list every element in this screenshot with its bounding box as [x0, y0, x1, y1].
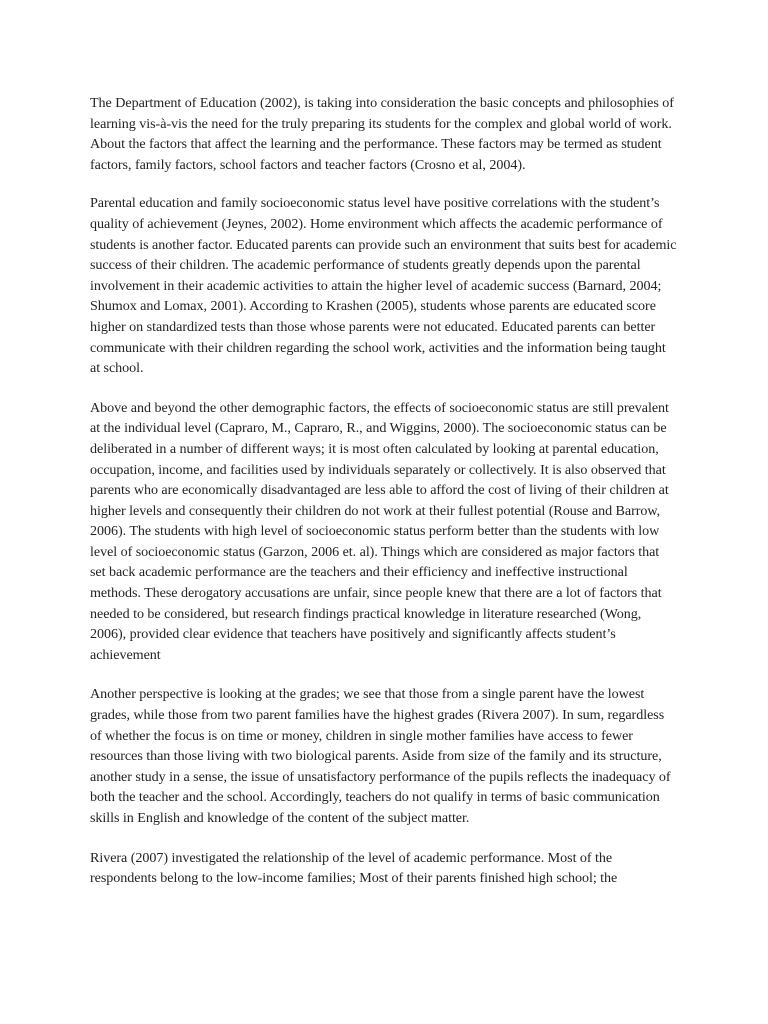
paragraph-socioeconomic-status: Above and beyond the other demographic factors, the effects of socioeconomic status are still prevalent at the individual level (Capraro, M., Capraro, R., and Wiggins, 2000). The socioeconomic status can be deliberated in a number of different ways; it is most often calculated by looking at parental education, occupation, income, and facilities used by individuals separately or collectively. It is also observed that parents who are economically disadvantaged are less able to afford the cost of living of their children at higher levels and consequently their children do not work at their fullest potential (Rouse and Barrow, 2006). The students with high level of socioeconomic status perform better than the students with low level of socioeconomic status (Garzon, 2006 et. al). Things which are considered as major factors that set back academic performance are the teachers and their efficiency and ineffective instructional methods. These derogatory accusations are unfair, since people knew that there are a lot of factors that needed to be considered, but research findings practical knowledge in literature researched (Wong, 2006), provided clear evidence that teachers have positively and significantly affects student’s achievement [90, 399, 669, 663]
paragraph-rivera-study: Rivera (2007) investigated the relationship of the level of academic performance. Most of the respondents belong to the low-income families; Most of their parents finished high school; the [90, 849, 618, 887]
paragraph-grades-perspective: Another perspective is looking at the grades; we see that those from a single parent have the lowest grades, while those from two parent families have the highest grades (Rivera 2007). In sum, regardless of whether the focus is on time or money, children in single mother families have access to fewer resources than those living with two biological parents. Aside from size of the family and its structure, another study in a sense, the issue of unsatisfactory performance of the pupils reflects the inadequacy of both the teacher and the school. Accordingly, teachers do not qualify in terms of basic communication skills in English and knowledge of the content of the subject matter. [90, 686, 671, 826]
paragraph-parental-education: Parental education and family socioeconomic status level have positive correlations with the student’s quality of achievement (Jeynes, 2002). Home environment which affects the academic performance of students is another factor. Educated parents can provide such an environment that suits best for academic success of their children. The academic performance of students greatly depends upon the parental involvement in their academic activities to attain the higher level of academic success (Barnard, 2004; Shumox and Lomax, 2001). According to Krashen (2005), students whose parents are educated score higher on standardized tests than those whose parents were not educated. Educated parents can better communicate with their children regarding the school work, activities and the information being taught at school. [90, 195, 677, 377]
paragraph-department-of-education: The Department of Education (2002), is taking into consideration the basic concepts and philosophies of learning vis-à-vis the need for the truly preparing its students for the complex and global world of work. About the factors that affect the learning and the performance. These factors may be termed as student factors, family factors, school factors and teacher factors (Crosno et al, 2004). [90, 95, 674, 173]
